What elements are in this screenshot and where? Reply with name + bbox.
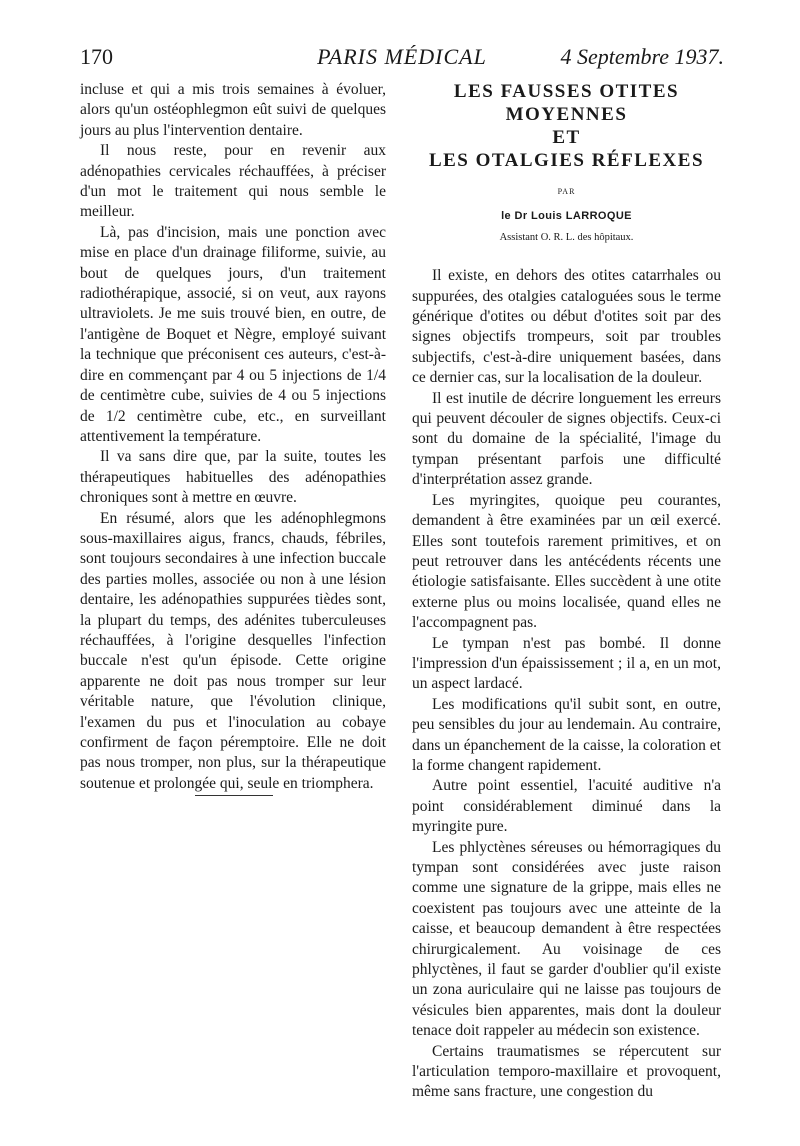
- body-paragraph: Les modifications qu'il subit sont, en outre, peu sensibles du jour au lendemain. Au contraire, dans un épanchement de la caisse, la coloration et la forme changent rapidement.: [412, 695, 721, 774]
- issue-date: 4 Septembre 1937.: [560, 44, 724, 69]
- body-paragraph: Les myringites, quoique peu courantes, demandent à être examinées par un œil exercé. Elles sont toutefois rarement primitives, et on peut retrouver dans les antécédents récents une étiologie satisfaisante. Elles succèdent à une otite externe plus ou moins localisée, quand elles ne l'accompagnent pas.: [412, 491, 721, 632]
- body-paragraph: En résumé, alors que les adénophlegmons sous-maxillaires aigus, francs, chauds, fébriles, sont toujours secondaires à une infection buccale des parties molles, associée ou non à une lésion dentaire, les adénopathies suppurées tièdes sont, la plupart du temps, des adénites tuberculeuses réchauffées, à l'origine desquelles l'infection buccale n'est qu'un épisode. Cette origine apparente ne doit pas nous tromper sur leur véritable nature, que l'évolution clinique, l'examen du pus et l'inoculation au cobaye confirment de façon péremptoire. Elle ne doit pas nous tromper, non plus, sur la thérapeutique soutenue et prolongée qui, seule en triomphera.: [80, 509, 386, 792]
- body-paragraph: Certains traumatismes se répercutent sur l'articulation temporo-maxillaire et provoquent, même sans fracture, une congestion du: [412, 1042, 721, 1101]
- journal-name: PARIS MÉDICAL: [317, 44, 487, 69]
- title-line: LES FAUSSES OTITES: [453, 81, 680, 102]
- page-header: [80, 44, 724, 72]
- right-column: [412, 80, 721, 1103]
- body-paragraph: Il est inutile de décrire longuement les erreurs qui peuvent découler de signes objectifs. Ceux-ci sont du domaine de la spécialité, l'image du tympan présentant parfois une difficulté d'interprétation assez grande.: [412, 389, 721, 489]
- page-number: 170: [80, 44, 113, 69]
- body-paragraph: Il va sans dire que, par la suite, toutes les thérapeutiques habituelles des adénopathies chroniques sont à mettre en œuvre.: [80, 448, 386, 507]
- body-paragraph: Le tympan n'est pas bombé. Il donne l'impression d'un épaississement ; il a, en un mot, un aspect lardacé.: [412, 634, 721, 693]
- article-title: [412, 80, 721, 172]
- body-paragraph: Les phlyctènes séreuses ou hémorragiques du tympan sont considérées avec juste raison comme une signature de la grippe, mais elles ne coexistent pas toujours avec une atteinte de la caisse, et beaucoup demandent à être respectées chirurgicalement. Au voisinage de ces phlyctènes, il faut se garder d'oublier qu'il existe un zona auriculaire qui ne laisse pas toujours de vésicules bien apparentes, mais dont la douleur tenace doit rappeler au médecin son existence.: [412, 838, 721, 1040]
- body-paragraph: Là, pas d'incision, mais une ponction avec mise en place d'un drainage filiforme, suivie, au bout de quelques jours, d'un traitement radiothérapique, associé, si on veut, aux rayons ultraviolets. Je me suis trouvé bien, en outre, de l'antigène de Boquet et Nègre, employé suivant la technique que préconisent ces auteurs, c'est-à-dire en commençant par 4 ou 5 injections de 1/4 de centimètre cube, suivies de 4 ou 5 injections de 1/2 centimètre cube, etc., en surveillant attentivement la température.: [80, 223, 386, 445]
- body-paragraph: Autre point essentiel, l'acuité auditive n'a point considérablement diminué dans la myringite pure.: [412, 777, 721, 836]
- title-line: MOYENNES: [505, 104, 628, 125]
- body-paragraph: Il nous reste, pour en revenir aux adénopathies cervicales réchauffées, à préciser d'un mot le traitement qui nous semble le meilleur.: [80, 142, 386, 221]
- article-end-rule: [195, 795, 273, 796]
- byline-par: PAR: [557, 187, 576, 196]
- title-line: LES OTALGIES RÉFLEXES: [428, 150, 705, 171]
- left-column: [80, 80, 386, 794]
- author-role: Assistant O. R. L. des hôpitaux.: [499, 231, 634, 243]
- body-paragraph: incluse et qui a mis trois semaines à évoluer, alors qu'un ostéophlegmon eût suivi de quelques jours au plus l'intervention dentaire.: [80, 81, 386, 139]
- body-paragraph: Il existe, en dehors des otites catarrhales ou suppurées, des otalgies cataloguées sous le terme générique d'otites ou début d'otites soit par des signes objectifs trompeurs, soit par troubles subjectifs, c'est-à-dire uniquement basées, dans ce dernier cas, sur la localisation de la douleur.: [412, 267, 721, 387]
- title-line: ET: [552, 127, 581, 148]
- author-name: le Dr Louis LARROQUE: [501, 210, 632, 223]
